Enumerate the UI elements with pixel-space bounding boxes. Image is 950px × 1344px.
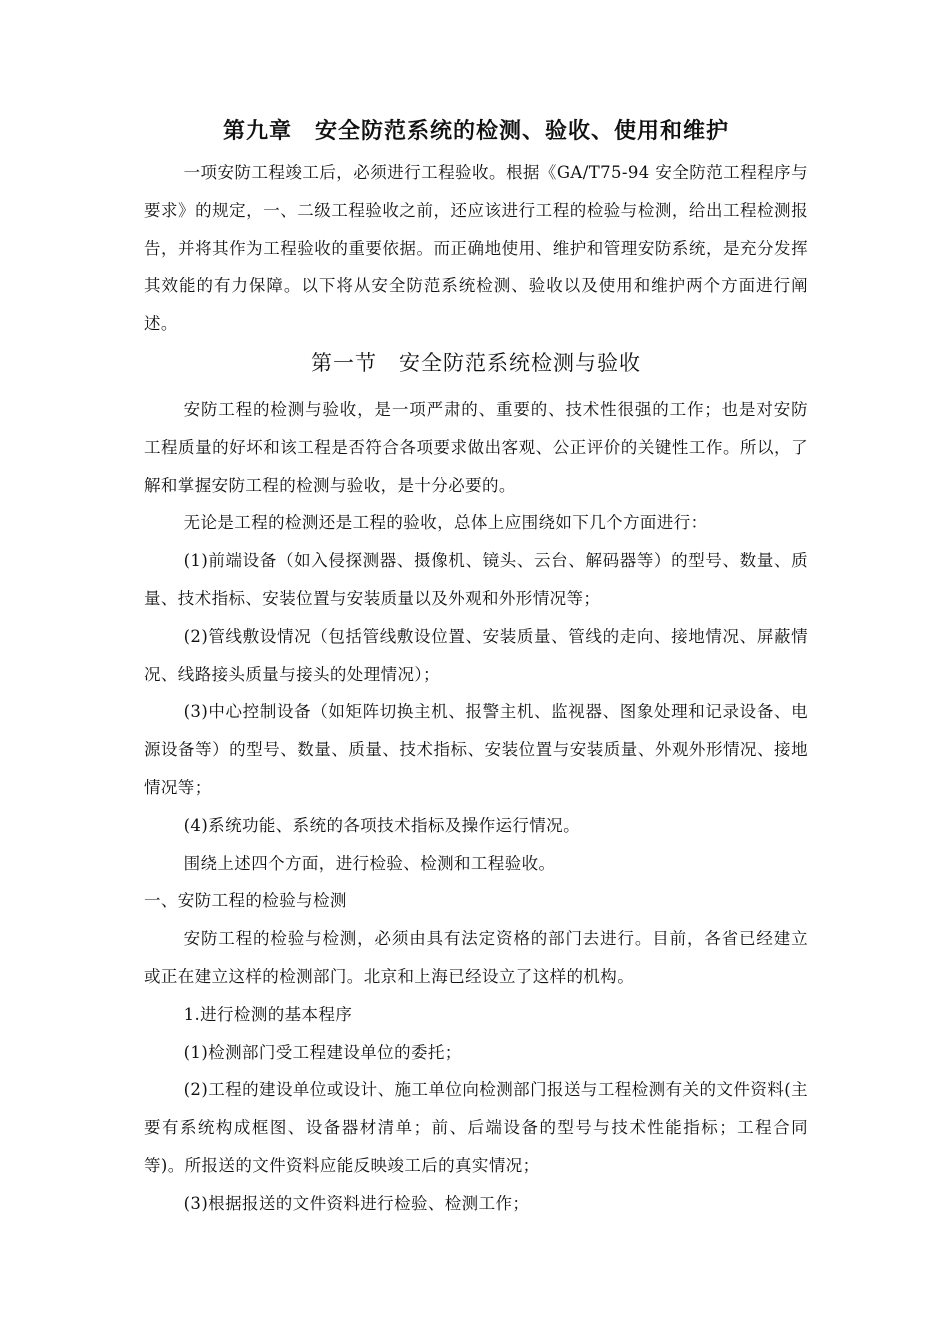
body-paragraph: 无论是工程的检测还是工程的验收，总体上应围绕如下几个方面进行： bbox=[183, 513, 708, 533]
list-item-cabling: (2)管线敷设情况（包括管线敷设位置、安装质量、管线的走向、接地情况、屏蔽情况、线路接头质量与接头的处理情况）； bbox=[144, 626, 808, 684]
procedure-step: (3)根据报送的文件资料进行检验、检测工作； bbox=[183, 1193, 530, 1213]
intro-paragraph: 一项安防工程竣工后，必须进行工程验收。根据《GA/T75-94 安全防范工程程序与要求》的规定，一、二级工程验收之前，还应该进行工程的检验与检测，给出工程检测报告，并将其作为工程验收的重要依据。而正确地使用、维护和管理安防系统，是充分发挥其效能的有力保障。以下将从安全防范系统检测、验收以及使用和维护两个方面进行阐述。 bbox=[144, 163, 808, 334]
numbered-heading: 1.进行检测的基本程序 bbox=[183, 1004, 353, 1024]
procedure-step: (2)工程的建设单位或设计、施工单位向检测部门报送与工程检测有关的文件资料(主要有系统构成框图、设备器材清单；前、后端设备的型号与技术性能指标；工程合同等)。所报送的文件资料应能反映竣工后的真实情况； bbox=[144, 1080, 808, 1175]
chapter-title: 第九章 安全防范系统的检测、验收、使用和维护 bbox=[222, 119, 729, 144]
document-page bbox=[144, 114, 808, 1223]
list-item-system-function: (4)系统功能、系统的各项技术指标及操作运行情况。 bbox=[183, 815, 580, 835]
section-title: 第一节 安全防范系统检测与验收 bbox=[311, 350, 641, 375]
body-paragraph: 围绕上述四个方面，进行检验、检测和工程验收。 bbox=[183, 853, 556, 873]
list-item-central-control: (3)中心控制设备（如矩阵切换主机、报警主机、监视器、图象处理和记录设备、电源设备等）的型号、数量、质量、技术指标、安装位置与安装质量、外观外形情况、接地情况等； bbox=[144, 702, 808, 797]
body-paragraph: 安防工程的检验与检测，必须由具有法定资格的部门去进行。目前，各省已经建立或正在建立这样的检测部门。北京和上海已经设立了这样的机构。 bbox=[144, 929, 808, 986]
list-item-front-end-equipment: (1)前端设备（如入侵探测器、摄像机、镜头、云台、解码器等）的型号、数量、质量、技术指标、安装位置与安装质量以及外观和外形情况等； bbox=[144, 551, 808, 608]
body-paragraph: 安防工程的检测与验收，是一项严肃的、重要的、技术性很强的工作；也是对安防工程质量的好坏和该工程是否符合各项要求做出客观、公正评价的关键性工作。所以，了解和掌握安防工程的检测与验收，是十分必要的。 bbox=[144, 399, 808, 495]
subheading: 一、安防工程的检验与检测 bbox=[144, 891, 347, 911]
procedure-step: (1)检测部门受工程建设单位的委托； bbox=[183, 1042, 462, 1062]
